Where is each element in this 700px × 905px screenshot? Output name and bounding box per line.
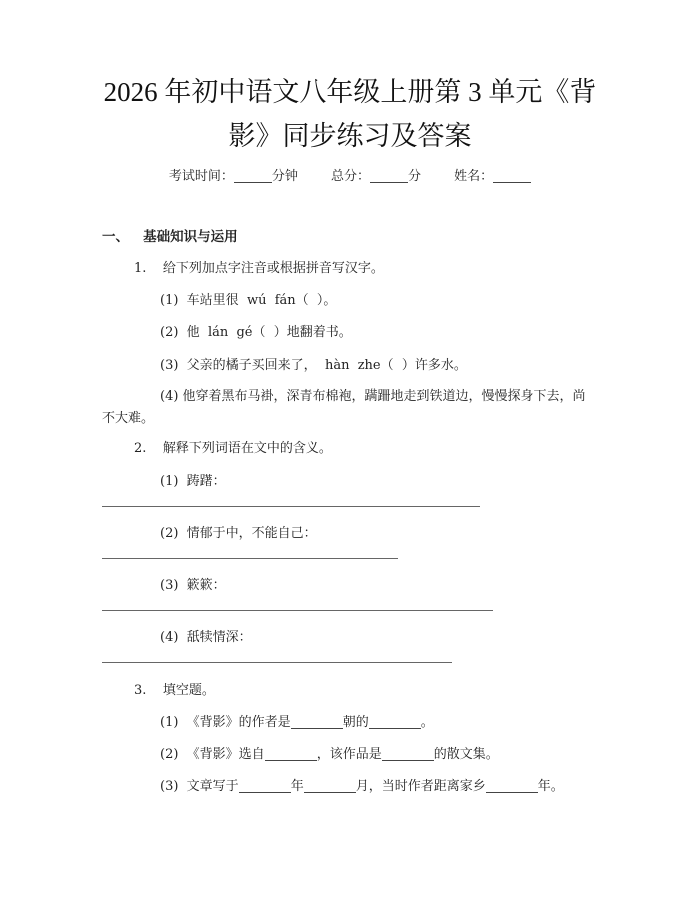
section-heading: 一、 基础知识与运用 <box>102 229 238 245</box>
time-blank[interactable] <box>234 168 272 183</box>
document-title <box>90 70 610 158</box>
fill-blank[interactable] <box>265 746 317 761</box>
score-label: 总分： <box>330 169 370 184</box>
fill-blank[interactable] <box>239 778 291 793</box>
q3-item-3: (3) 文章写于 年 月，当时作者距离家乡 年。 <box>160 779 564 794</box>
q1-item-2: (2) 他 lán gé（ ）地翻着书。 <box>160 325 352 340</box>
q3-prompt: 3. 填空题。 <box>134 683 215 698</box>
q3-item-1: (1) 《背影》的作者是 朝的 。 <box>160 715 434 730</box>
q2-item-4: (4) 舐犊情深： <box>160 630 252 645</box>
fill-blank[interactable] <box>486 778 538 793</box>
score-unit: 分 <box>408 169 422 184</box>
q1-prompt: 1. 给下列加点字注音或根据拼音写汉字。 <box>134 261 384 276</box>
name-label: 姓名： <box>454 169 494 184</box>
answer-line-1[interactable] <box>102 506 480 507</box>
fill-blank[interactable] <box>382 746 434 761</box>
q2-item-2: (2) 情郁于中，不能自己： <box>160 526 317 541</box>
q1-item-3: (3) 父亲的橘子买回来了， hàn zhe（ ）许多水。 <box>160 358 467 373</box>
fill-blank[interactable] <box>369 714 421 729</box>
answer-line-4[interactable] <box>102 662 452 663</box>
q2-item-3: (3) 簌簌： <box>160 578 226 593</box>
score-blank[interactable] <box>370 168 408 183</box>
time-label: 考试时间： <box>168 169 234 184</box>
title-line-2: 影》同步练习及答案 <box>228 121 472 151</box>
fill-blank[interactable] <box>291 714 343 729</box>
q2-prompt: 2. 解释下列词语在文中的含义。 <box>134 441 332 456</box>
answer-line-3[interactable] <box>102 610 493 611</box>
q2-item-1: (1) 踌躇： <box>160 474 226 489</box>
fill-blank[interactable] <box>304 778 356 793</box>
name-blank[interactable] <box>493 168 531 183</box>
q1-item-4: (4) 他穿着黑布马褂，深青布棉袍，蹒跚地走到铁道边，慢慢探身下去，尚不大难。 <box>102 389 586 426</box>
title-line-1: 2026 年初中语文八年级上册第 3 单元《背 <box>103 77 597 107</box>
answer-line-2[interactable] <box>102 558 398 559</box>
q1-item-1: (1) 车站里很 wú fán（ ）。 <box>160 293 337 308</box>
q3-item-2: (2) 《背影》选自 ，该作品是 的散文集。 <box>160 747 499 762</box>
exam-meta <box>0 166 700 188</box>
time-unit: 分钟 <box>271 169 298 184</box>
